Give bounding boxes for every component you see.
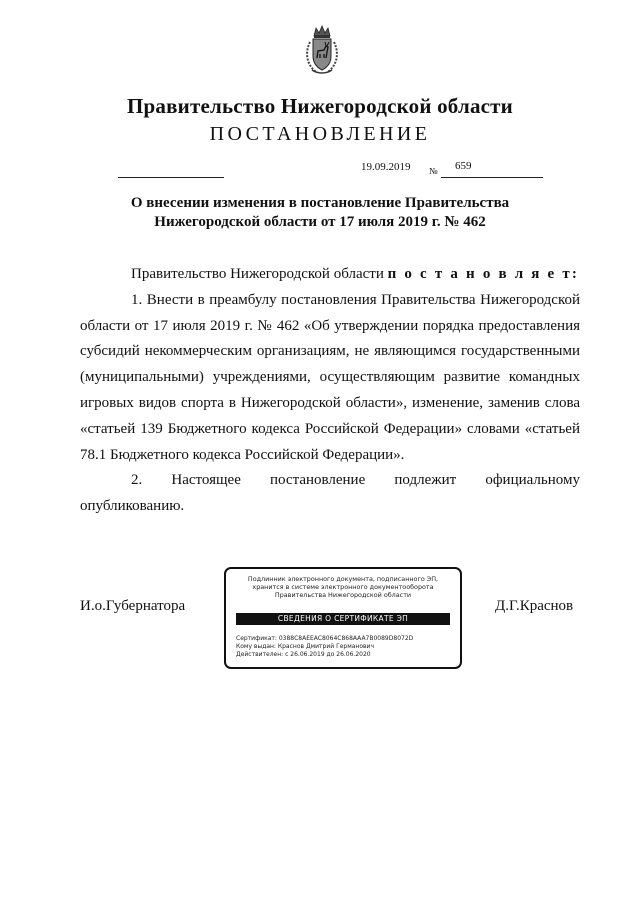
intro-paragraph (80, 262, 580, 288)
certificate-number: Сертификат: 0388C8AEEAC8064C868AAA7B0089D8072D (236, 635, 414, 642)
stamp-line-3: Правительства Нижегородской области (274, 591, 412, 599)
government-name: Правительство Нижегородской области (127, 94, 513, 118)
number-line (441, 177, 543, 178)
intro-verb: п о с т а н о в л я е т: (387, 266, 580, 282)
document-number: 659 (455, 160, 472, 172)
signer-position: И.о.Губернатора (80, 598, 186, 614)
certificate-owner: Кому выдан: Краснов Дмитрий Германович (236, 643, 375, 650)
stamp-line-2: хранится в системе электронного документооборота (252, 583, 434, 591)
stamp-title: СВЕДЕНИЯ О СЕРТИФИКАТЕ ЭП (236, 613, 450, 625)
certificate-validity: Действителен: с 26.06.2019 до 26.06.2020 (236, 651, 371, 658)
document-body (80, 262, 580, 520)
item-2: 2. Настоящее постановление подлежит официальному опубликованию. (80, 472, 580, 515)
document-date: 19.09.2019 (361, 161, 411, 173)
subject-line-1: О внесении изменения в постановление Правительства (130, 195, 510, 211)
certificate-info (236, 635, 413, 659)
item-1: 1. Внести в преамбулу постановления Правительства Нижегородской области от 17 июля 2019 г. № 462 «Об утверждении порядка предоставления субсидий некоммерческим организациям, не являющимся государственными (муниципальными) учреждениями, осуществляющим развитие командных игровых видов спорта в Нижегородской области», изменение, заменив слова «статьей 139 Бюджетного кодекса Российской Федерации» словами «статьей 78.1 Бюджетного кодекса Российской Федерации». (80, 291, 580, 463)
coat-of-arms-icon (302, 24, 342, 76)
subject-line-2: Нижегородской области от 17 июля 2019 г. № 462 (154, 214, 486, 230)
number-sign: № (429, 166, 438, 176)
signer-name: Д.Г.Краснов (495, 598, 574, 614)
stamp-header (226, 575, 460, 599)
stamp-line-1: Подлинник электронного документа, подписанного ЭП, (247, 575, 439, 583)
document-subject (0, 194, 640, 232)
date-line-left (118, 177, 224, 178)
document-kind: ПОСТАНОВЛЕНИЕ (209, 123, 431, 145)
intro-text: Правительство Нижегородской области (131, 266, 388, 282)
electronic-signature-stamp (224, 567, 462, 669)
